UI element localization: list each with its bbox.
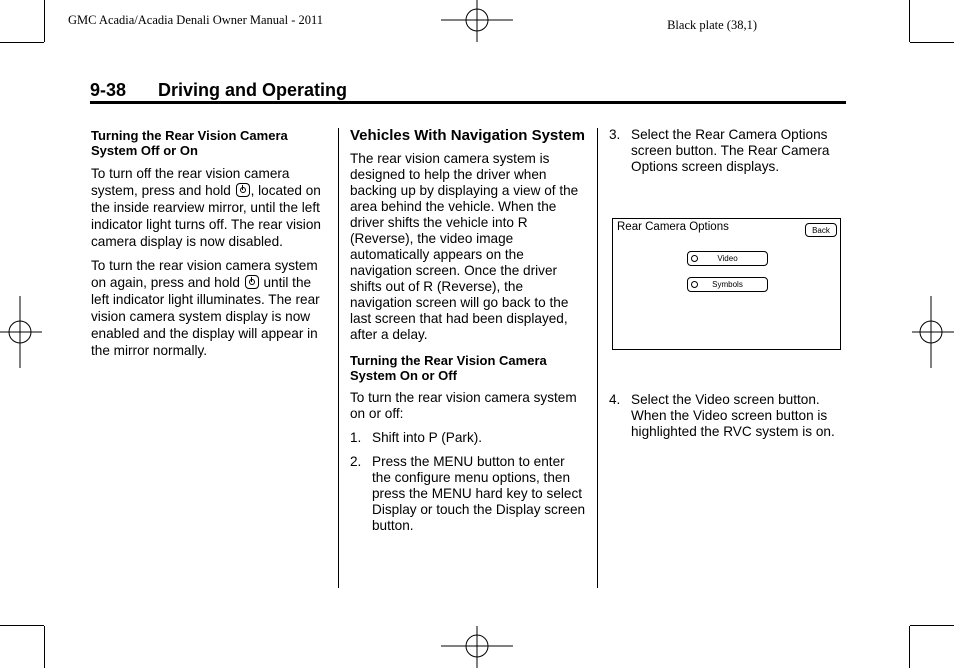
list-item: 2. Press the MENU button to enter the configure menu options, then press the MENU hard key to select Display or touch the Display screen button. (350, 454, 586, 533)
crop-mark (0, 42, 44, 43)
manual-title: GMC Acadia/Acadia Denali Owner Manual - 2011 (68, 13, 324, 27)
registration-mark-bottom (441, 626, 513, 668)
crop-mark (910, 42, 954, 43)
page-heading (90, 80, 347, 101)
col1-paragraph-1: To turn off the rear vision camera system, press and hold , located on the inside rearview mirror, until the left indicator light turns off. The rear vision camera display is now disabled. (91, 166, 321, 249)
list-item: 1. Shift into P (Park). (350, 430, 483, 445)
page-number: 9-38 (90, 80, 127, 100)
col2-subheading: Turning the Rear Vision Camera System On or Off (350, 353, 547, 383)
col2-heading: Vehicles With Navigation System (350, 127, 585, 144)
list-item: 4. Select the Video screen button. When the Video screen button is highlighted the RVC system is on. (609, 392, 835, 439)
video-option-button[interactable]: Video (687, 251, 768, 266)
col1-paragraph-2: To turn the rear vision camera system on again, press and hold until the left indicator light illuminates. The rear vision camera system display is now enabled and the display will appear in the mirror normally. (91, 258, 320, 358)
column-divider (597, 128, 598, 588)
screen-title: Rear Camera Options (617, 221, 729, 233)
crop-mark (0, 625, 44, 626)
crop-mark (909, 0, 910, 42)
col2-paragraph-1: The rear vision camera system is designed to help the driver when backing up by displaying a view of the area behind the vehicle. When the driver shifts the vehicle into R (Reverse), the video image automatically appears on the navigation screen. Once the driver shifts out of R (Reverse), the navigation screen will go back to the last screen that had been displayed, after a delay. (350, 151, 579, 342)
back-button[interactable]: Back (805, 223, 837, 237)
crop-mark (909, 626, 910, 668)
col1-heading: Turning the Rear Vision Camera System Off or On (91, 128, 288, 158)
column-3-continued (609, 392, 849, 448)
registration-mark-top (441, 0, 513, 44)
col3-steps-continued (609, 392, 849, 440)
column-2 (350, 127, 586, 542)
camera-button-icon (245, 275, 259, 289)
section-title: Driving and Operating (158, 80, 348, 100)
plate-label: Black plate (38,1) (667, 18, 757, 32)
camera-button-icon (236, 183, 250, 197)
column-divider (338, 128, 339, 588)
symbols-option-button[interactable]: Symbols (687, 277, 768, 292)
col2-paragraph-2: To turn the rear vision camera system on or off: (350, 390, 577, 421)
heading-rule (90, 101, 846, 104)
col2-steps (350, 430, 586, 534)
column-1 (91, 128, 327, 366)
crop-mark (44, 0, 45, 42)
col3-steps (609, 127, 849, 175)
registration-mark-left (0, 296, 44, 368)
crop-mark (910, 625, 954, 626)
column-3 (609, 127, 849, 183)
rear-camera-options-screen (612, 218, 841, 350)
registration-mark-right (910, 296, 954, 368)
list-item: 3. Select the Rear Camera Options screen button. The Rear Camera Options screen displays. (609, 127, 830, 174)
crop-mark (44, 626, 45, 668)
